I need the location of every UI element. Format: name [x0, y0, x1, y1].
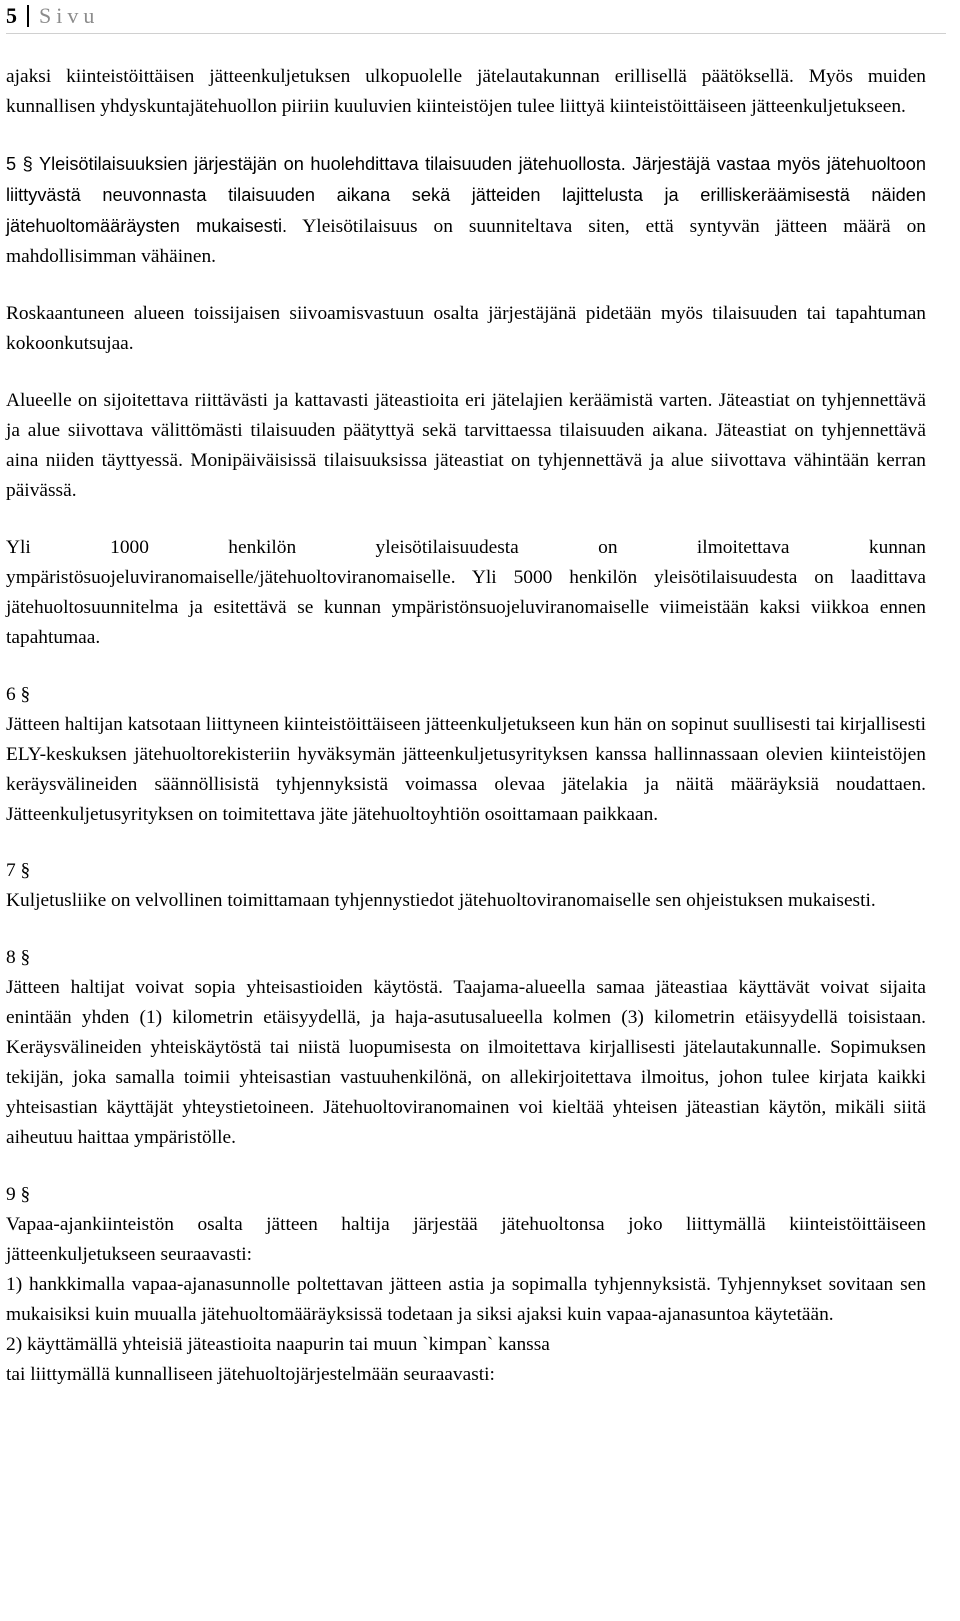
section-5-paragraph-3: Alueelle on sijoitettava riittävästi ja kattavasti jäteastioita eri jätelajien keräämistä varten. Jäteastiat on tyhjennettävä ja alue siivottava välittömästi tilaisuuden päätyttyä sekä tarvittaessa tilaisuuden aikana. Jäteastiat on tyhjennettävä aina niiden täyttyessä. Monipäiväisissä tilaisuuksissa jäteastiat on tyhjennettävä ja alue siivottava vähintään kerran päivässä.	[6, 390, 926, 501]
section-9-item-1: 1) hankkimalla vapaa-ajanasunnolle poltettavan jätteen astia ja sopimalla tyhjennyksistä. Tyhjennykset sovitaan sen mukaisiksi kuin muualla jätehuoltomääräyksissä todetaan ja siksi ajaksi kuin vapaa-ajanasuntoa käytetään.	[6, 1274, 926, 1325]
page-number: 5	[6, 2, 17, 28]
header-rule	[6, 33, 946, 34]
section-9-heading: 9 §	[6, 1184, 31, 1205]
header-separator	[27, 5, 29, 27]
section-5-serif-text: Yleisötilaisuus on suunniteltava siten, että syntyvän jätteen määrä on mahdollisimman vähäinen.	[6, 216, 926, 267]
section-5-sans-text: 5 § Yleisötilaisuuksien järjestäjän on huolehdittava tilaisuuden jätehuollosta. Järjestäjä vastaa myös jätehuoltoon liittyvästä neuvonnasta tilaisuuden aikana sekä jätteiden lajittelusta ja erilliskeräämisestä näiden jätehuoltomääräysten mukaisesti.	[6, 154, 926, 236]
section-9-item-3: tai liittymällä kunnalliseen jätehuoltojärjestelmään seuraavasti:	[6, 1364, 495, 1385]
document-body	[6, 62, 926, 1390]
page-label: Sivu	[39, 2, 100, 28]
section-9-intro: Vapaa-ajankiinteistön osalta jätteen haltija järjestää jätehuoltonsa joko liittymällä kiinteistöittäiseen jätteenkuljetukseen seuraavasti:	[6, 1214, 926, 1265]
section-5-paragraph	[6, 149, 926, 272]
section-7-heading: 7 §	[6, 860, 31, 881]
section-6-heading: 6 §	[6, 684, 31, 705]
section-5-paragraph-4: Yli 1000 henkilön yleisötilaisuudesta on ilmoitettava kunnan ympäristösuojeluviranomaiselle/jätehuoltoviranomaiselle. Yli 5000 henkilön yleisötilaisuudesta on laadittava jätehuoltosuunnitelma ja esitettävä se kunnan ympäristönsuojeluviranomaiselle viimeistään kaksi viikkoa ennen tapahtumaa.	[6, 537, 926, 648]
section-9-item-2: 2) käyttämällä yhteisiä jäteastioita naapurin tai muun `kimpan` kanssa	[6, 1334, 550, 1355]
section-8-text: Jätteen haltijat voivat sopia yhteisastioiden käytöstä. Taajama-alueella samaa jäteastiaa käyttävät voivat sijaita enintään yhden (1) kilometrin etäisyydellä, ja haja-asutusalueella kolmen (3) kilometrin etäisyydellä toisistaan. Keräysvälineiden yhteiskäytöstä tai niistä luopumisesta on ilmoitettava kirjallisesti jätelautakunnalle. Sopimuksen tekijän, joka samalla toimii yhteisastian vastuuhenkilönä, on allekirjoitettava ilmoitus, johon tulee kirjata kaikki yhteisastian käyttäjät yhteystietoineen. Jätehuoltoviranomainen voi kieltää yhteisen jäteastian käytön, mikäli siitä aiheutuu haittaa ympäristölle.	[6, 977, 926, 1148]
section-7-text: Kuljetusliike on velvollinen toimittamaan tyhjennystiedot jätehuoltoviranomaiselle sen ohjeistuksen mukaisesti.	[6, 890, 876, 911]
page-header	[6, 0, 99, 31]
section-8-heading: 8 §	[6, 947, 31, 968]
section-5-paragraph-2: Roskaantuneen alueen toissijaisen siivoamisvastuun osalta järjestäjänä pidetään myös tilaisuuden tai tapahtuman kokoonkutsujaa.	[6, 303, 926, 354]
section-6-text: Jätteen haltijan katsotaan liittyneen kiinteistöittäiseen jätteenkuljetukseen kun hän on sopinut suullisesti tai kirjallisesti ELY-keskuksen jätehuoltorekisteriin hyväksymän jätteenkuljetusyrityksen kanssa hallinnassaan olevien kiinteistöjen keräysvälineiden säännöllisistä tyhjennyksistä voimassa olevaa jätelakia ja näitä määräyksiä noudattaen. Jätteenkuljetusyrityksen on toimitettava jäte jätehuoltoyhtiön osoittamaan paikkaan.	[6, 714, 926, 825]
intro-paragraph: ajaksi kiinteistöittäisen jätteenkuljetuksen ulkopuolelle jätelautakunnan erillisellä päätöksellä. Myös muiden kunnallisen yhdyskuntajätehuollon piiriin kuuluvien kiinteistöjen tulee liittyä kiinteistöittäiseen jätteenkuljetukseen.	[6, 66, 926, 117]
